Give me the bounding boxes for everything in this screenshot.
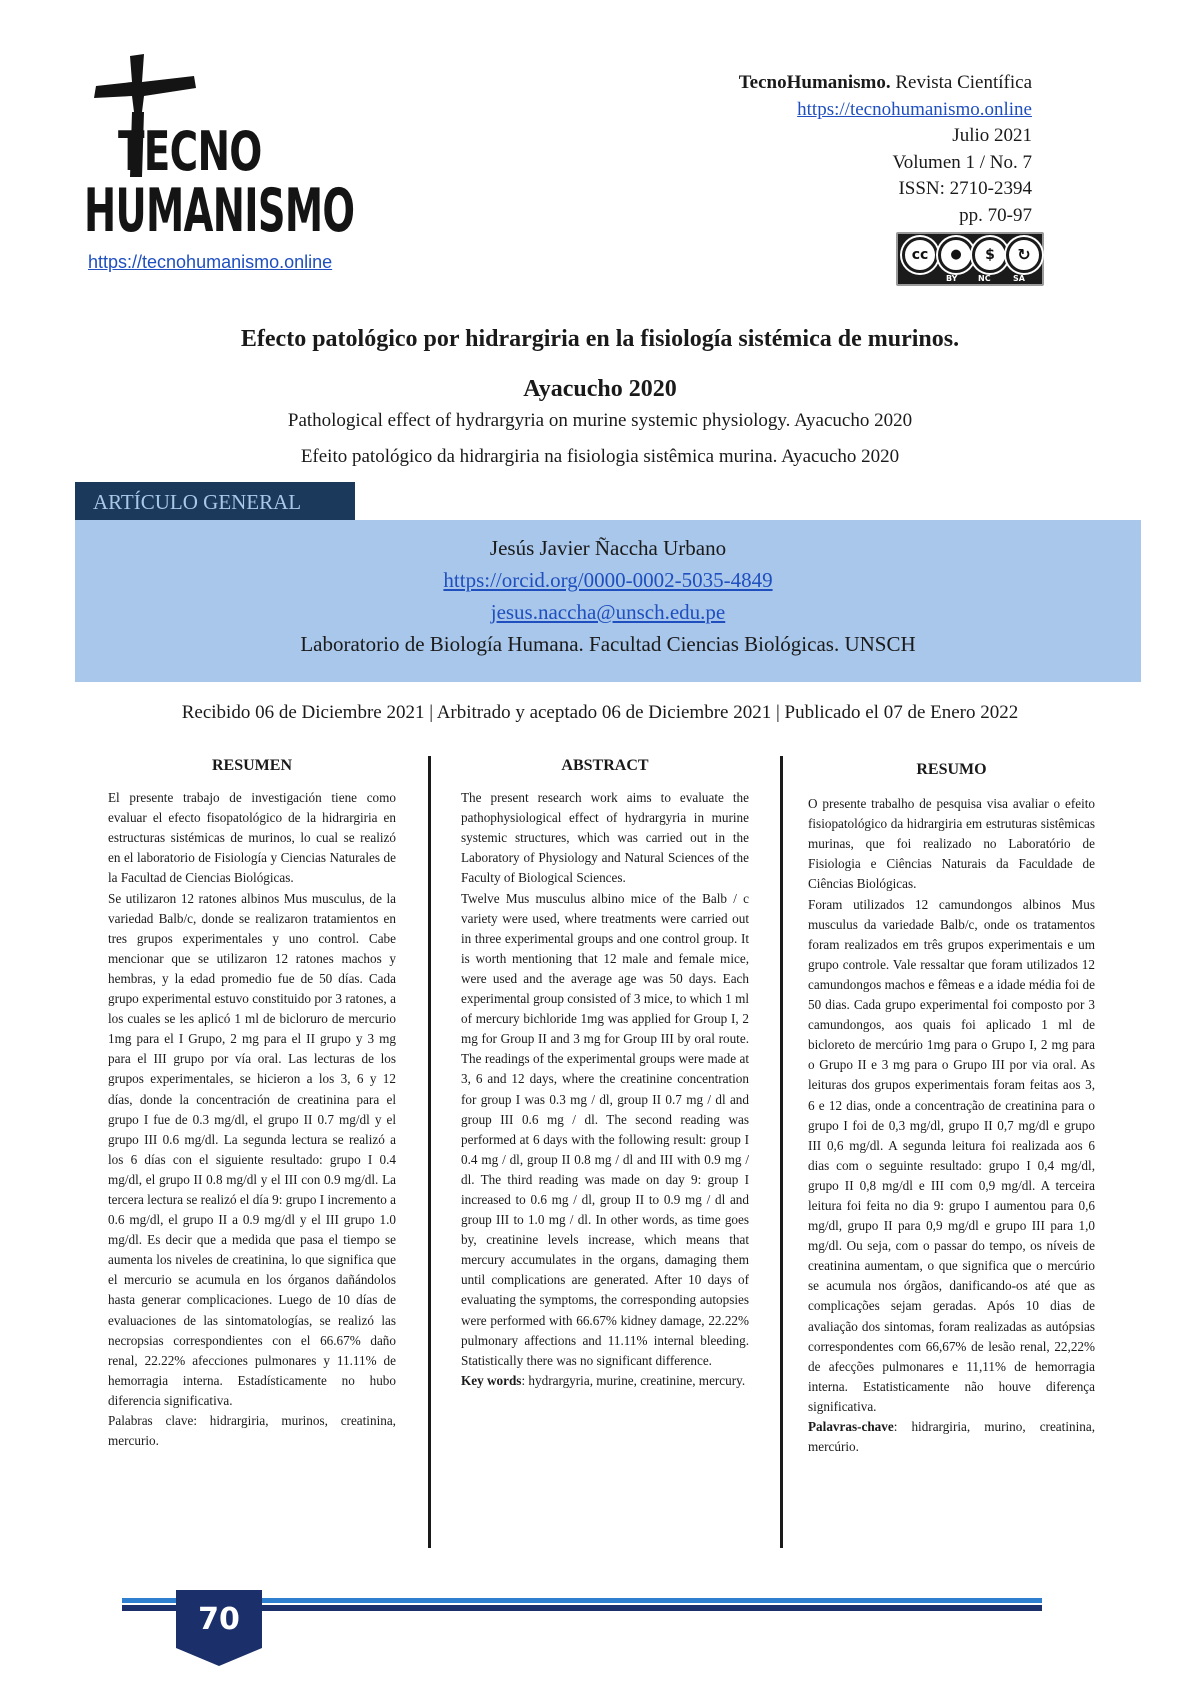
abstract-paragraph: The present research work aims to evaluate the pathophysiological effect of hydrargyria in murine systemic structures, which was carried out in the Laboratory of Physiology and Natural Sciences of the Faculty of Biological Sciences. [461, 790, 749, 886]
orcid-link[interactable]: https://orcid.org/0000-0002-5035-4849 [443, 568, 773, 592]
article-title-portuguese: Efeito patológico da hidrargiria na fisiologia sistêmica murina. Ayacucho 2020 [300, 446, 900, 467]
journal-brand [739, 70, 1032, 97]
journal-logo [84, 52, 355, 248]
abstract-heading: ABSTRACT [561, 757, 649, 774]
keywords-text: : hidrargiria, murino, creatinina, mercúrio. [808, 1419, 1095, 1455]
abstract-column [461, 756, 749, 1391]
resumo-paragraph: O presente trabalho de pesquisa visa avaliar o efeito fisiopatológico da hidrargiria em estruturas sistêmicas murinas, que foi realizado no Laboratório de Fisiologia e Ciências Naturais da Faculdade de Ciências Biológicas. [808, 796, 1095, 892]
page-number: 70 [198, 1602, 240, 1637]
resumo-heading: RESUMO [916, 761, 987, 778]
column-divider [780, 756, 783, 1548]
resumen-column [108, 756, 396, 1451]
publication-dates: Recibido 06 de Diciembre 2021 | Arbitrado y aceptado 06 de Diciembre 2021 | Publicado el 07 de Enero 2022 [181, 702, 1019, 723]
journal-meta [739, 70, 1032, 229]
resumo-keywords [808, 1417, 1095, 1457]
issn: ISSN: 2710-2394 [898, 178, 1032, 199]
article-title-english: Pathological effect of hydrargyria on murine systemic physiology. Ayacucho 2020 [287, 410, 913, 431]
column-divider [428, 756, 431, 1548]
cc-icon: cc [902, 237, 938, 273]
logo-website-link[interactable]: https://tecnohumanismo.online [88, 252, 333, 272]
resumo-paragraph: Foram utilizados 12 camundongos albinos Mus musculus da variedade Balb/c, onde os tratamentos foram realizados em três grupos experimentais e um grupo controle. Vale ressaltar que foram utilizados 12 camundongos machos e fêmeas e a idade média foi de 50 dias. Cada grupo experimental foi composto por 3 camundongos, aos quais foi aplicado 1 ml de bicloreto de mercúrio 1mg para o Grupo I, 2 mg para o Grupo II e 3 mg para o Grupo III por via oral. As leituras dos grupos experimentais foram feitas aos 3, 6 e 12 dias, onde a concentração de creatinina para o grupo I foi de 0,3 mg/dl, grupo II 0,7 mg/dl e grupo III 0,6 mg/dl. A segunda leitura foi realizada aos 6 dias com o seguinte resultado: grupo I 0,4 mg/dl, grupo II 0,8 mg/dl e III com 0,9 mg/dl. A terceira leitura foi feita no dia 9: grupo I aumentou para 0,6 mg/dl, grupo II para 0,9 mg/dl e grupo III para 1,0 mg/dl. Ou seja, com o passar do tempo, os níveis de creatinina aumentam, o que significa que o mercúrio se acumula nos órgãos, danificando-os até que as complicações sejam geradas. Após 10 dias de avaliação dos sintomas, foram realizadas as autópsias correspondentes com 66,67% de lesão renal, 22,22% de afecções pulmonares e 11,11% de hemorragia interna. Estatisticamente não houve diferença significativa. [808, 896, 1095, 1414]
author-name: Jesús Javier Ñaccha Urbano [489, 536, 727, 560]
journal-name: TecnoHumanismo. [738, 72, 891, 93]
abstract-keywords [461, 1371, 749, 1391]
article-title-spanish [0, 314, 1200, 414]
keywords-label: Key words [461, 1372, 522, 1388]
license-label-nc: NC [978, 274, 991, 283]
abstract-paragraph: Twelve Mus musculus albino mice of the Balb / c variety were used, where treatments were carried out in three experimental groups and one control group. It is worth mentioning that 12 male and female mice, were used and the average age was 50 days. Each experimental group consisted of 3 mice, to which 1 ml of mercury bichloride 1mg was applied for Group I, 2 mg for Group II and 3 mg for Group III by oral route. The readings of the experimental groups were made at 3, 6 and 12 days, where the creatinine concentration for group I was 0.3 mg / dl, group II 0.7 mg / dl and group III 0.6 mg / dl. The second reading was performed at 6 days with the following result: group I 0.4 mg / dl, group II 0.8 mg / dl and III with 0.9 mg / dl. The third reading was made on day 9: group I increased to 0.6 mg / dl, group II to 0.9 mg / dl and group III to 1.0 mg / dl. In other words, as time goes by, creatinine levels increase, which means that mercury accumulates in the organs, damaging them until complications are generated. After 10 days of evaluating the symptoms, the corresponding autopsies were performed with 66.67% kidney damage, 22.22% pulmonary affections and 11.11% internal bleeding. Statistically there was no significant difference. [461, 890, 749, 1368]
resumen-paragraph: Se utilizaron 12 ratones albinos Mus musculus, de la variedad Balb/c, donde se realizaron tratamientos en tres grupos experimentales y uno control. Cabe mencionar que se utilizaron 12 ratones machos y hembras, y la edad promedio fue de 50 días. Cada grupo experimental estuvo constituido por 3 ratones, a los cuales se les aplicó 1 ml de bicloruro de mercurio 1mg para el I Grupo, 2 mg para el II grupo y 3 mg para el III grupo por vía oral. Las lecturas de los grupos experimentales, se hicieron a los 3, 6 y 12 días, donde la concentración de creatinina para el grupo I fue de 0.3 mg/dl, el grupo II 0.7 mg/dl y el grupo III 0.6 mg/dl. La segunda lectura se realizó a los 6 días con el siguiente resultado: grupo I 0.4 mg/dl, el grupo II 0.8 mg/dl y el III con 0.9 mg/dl. La tercera lectura se realizó el día 9: grupo I incremento a 0.6 mg/dl, el grupo II a 0.9 mg/dl y el III grupo 1.0 mg/dl. Es decir que a medida que pasa el tiempo se aumenta los niveles de creatinina, lo que significa que el mercurio se acumula en los órganos dañándolos hasta generar complicaciones. Luego de 10 días de evaluaciones de las sintomatologías, se realizó las necropsias correspondientes con el 66.67% daño renal, 22.22% afecciones pulmonares y 11.11% de hemorragia interna. Estadísticamente no hubo diferencia significativa. [108, 890, 396, 1408]
resumen-heading: RESUMEN [211, 757, 292, 774]
resumen-keywords [108, 1411, 396, 1451]
keywords-label: Palavras-chave [808, 1419, 894, 1434]
author-box [75, 520, 1141, 682]
license-label-sa: SA [1013, 274, 1025, 283]
title-line-1: Efecto patológico por hidrargiria en la fisiología sistémica de murinos. [240, 326, 960, 352]
resumen-paragraph: El presente trabajo de investigación tiene como evaluar el efecto fisopatológico de la hidrargiria en estructuras sistémicas de murinos, lo cual se realizó en el laboratorio de Fisiología y Ciencias Naturales de la Facultad de Ciencias Biológicas. [108, 790, 396, 886]
resumo-column [808, 756, 1095, 1457]
section-tag: ARTÍCULO GENERAL [75, 482, 355, 520]
journal-url-link[interactable]: https://tecnohumanismo.online [797, 98, 1032, 120]
keywords-text: hidrargiria, murinos, creatinina, mercurio. [108, 1413, 396, 1449]
volume-number: Volumen 1 / No. 7 [892, 151, 1032, 173]
cc-license-badge[interactable] [896, 232, 1044, 286]
nc-icon: $ [972, 237, 1008, 273]
email-link[interactable]: jesus.naccha@unsch.edu.pe [490, 600, 726, 624]
logo-text-tecno: TECNO [118, 120, 262, 183]
license-label-by: BY [946, 274, 958, 283]
logo-text-humanismo: HUMANISMO [84, 176, 355, 246]
title-line-2: Ayacucho 2020 [523, 376, 677, 402]
issue-date: Julio 2021 [952, 125, 1032, 146]
by-icon: ● [938, 237, 974, 273]
journal-type: Revista Científica [890, 72, 1032, 93]
page-range: pp. 70-97 [959, 204, 1032, 226]
author-affiliation: Laboratorio de Biología Humana. Facultad Ciencias Biológicas. UNSCH [300, 632, 916, 656]
keywords-text: : hydrargyria, murine, creatinine, mercury. [521, 1372, 746, 1388]
keywords-label: Palabras clave: [108, 1413, 197, 1428]
sa-icon: ↻ [1006, 237, 1042, 273]
